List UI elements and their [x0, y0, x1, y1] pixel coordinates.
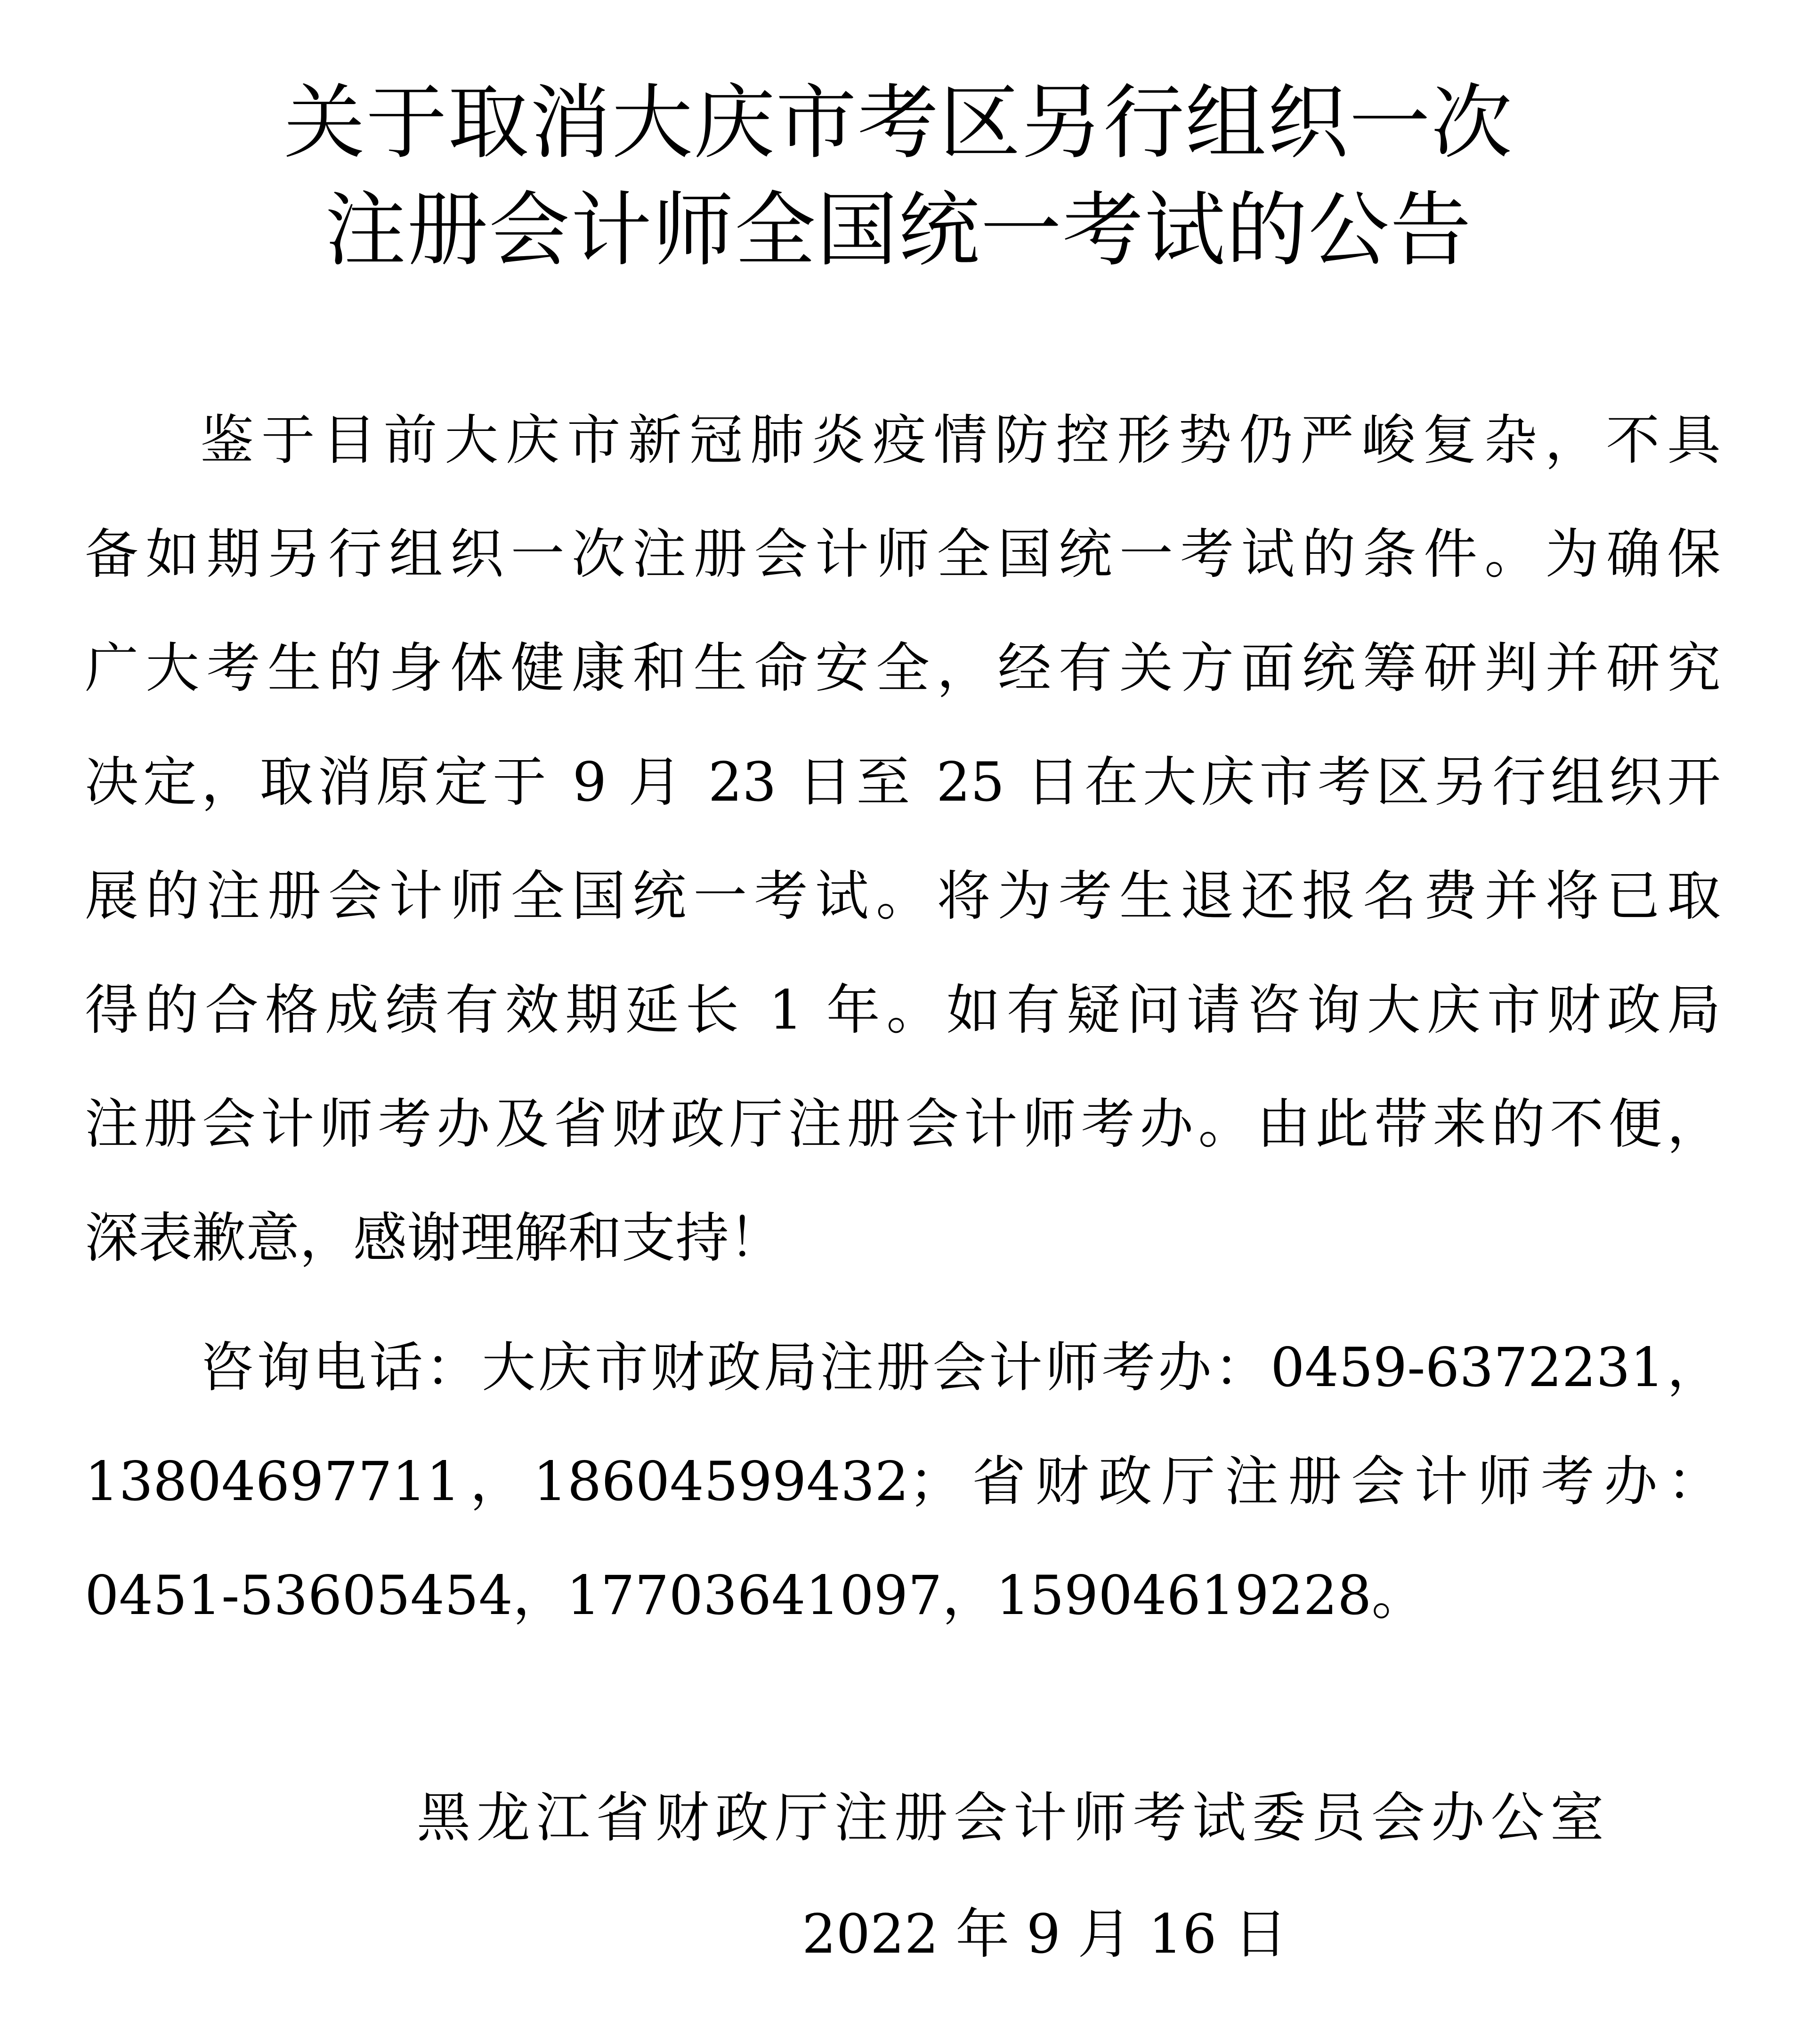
issue-date: 2022 年 9 月 16 日 — [802, 1903, 1287, 1965]
paragraph-line: 广大考生的身体健康和生命安全，经有关方面统筹研判并研究 — [85, 637, 1721, 699]
paragraph-line: 备如期另行组织一次注册会计师全国统一考试的条件。为确保 — [85, 523, 1721, 585]
paragraph-line: 展的注册会计师全国统一考试。将为考生退还报名费并将已取 — [85, 865, 1721, 927]
contact-line: 13804697711，18604599432；省财政厅注册会计师考办： — [85, 1450, 1721, 1513]
contact-line: 0451-53605454，17703641097，15904619228。 — [85, 1564, 1425, 1627]
paragraph-line: 鉴于目前大庆市新冠肺炎疫情防控形势仍严峻复杂，不具 — [200, 409, 1721, 471]
title-line-1: 关于取消大庆市考区另行组织一次 — [284, 75, 1513, 170]
paragraph-line: 决定，取消原定于 9 月 23 日至 25 日在大庆市考区另行组织开 — [85, 751, 1721, 813]
paragraph-line: 得的合格成绩有效期延长 1 年。如有疑问请咨询大庆市财政局 — [85, 979, 1721, 1041]
title-line-2: 注册会计师全国统一考试的公告 — [325, 183, 1472, 277]
paragraph-line: 注册会计师考办及省财政厅注册会计师考办。由此带来的不便， — [85, 1093, 1721, 1155]
issuer-name: 黑龙江省财政厅注册会计师考试委员会办公室 — [417, 1786, 1604, 1849]
paragraph-line: 深表歉意，感谢理解和支持！ — [85, 1207, 783, 1269]
contact-line: 咨询电话：大庆市财政局注册会计师考办：0459-6372231， — [200, 1336, 1721, 1399]
